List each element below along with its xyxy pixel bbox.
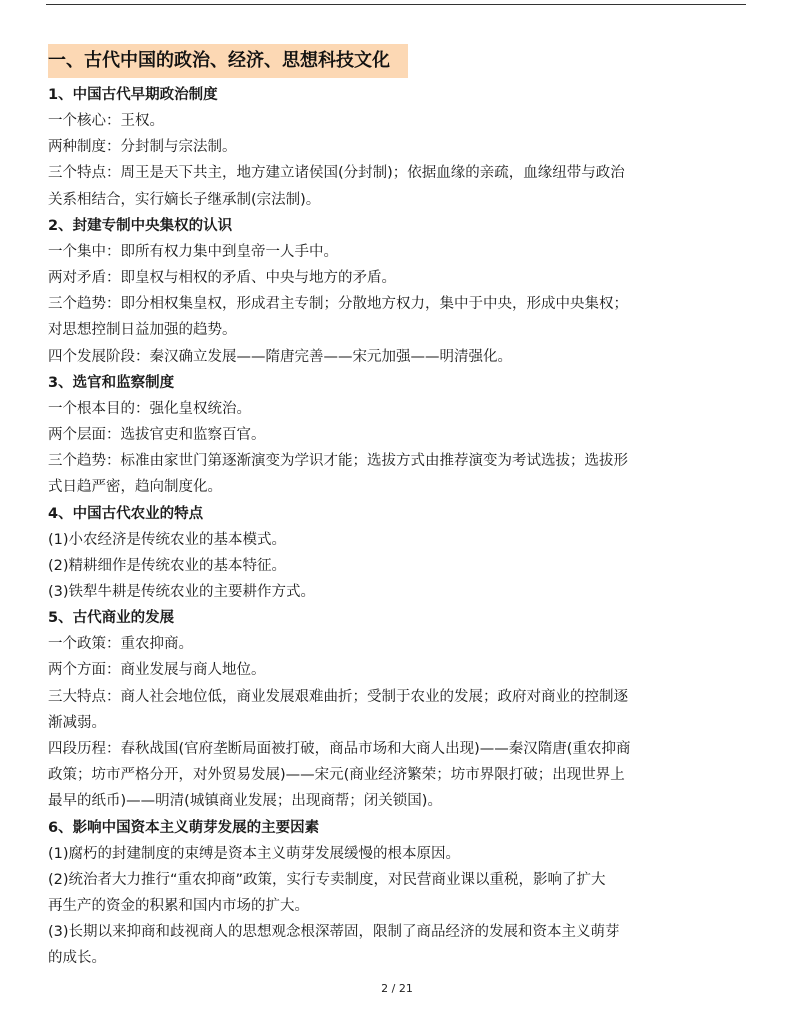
topic-title: 2、封建专制中央集权的认识 (48, 217, 233, 234)
topic-1 (48, 82, 748, 213)
text-line: 三大特点：商人社会地位低，商业发展艰难曲折；受制于农业的发展；政府对商业的控制逐 (48, 688, 628, 705)
text-line: 两个层面：选拔官吏和监察百官。 (48, 427, 266, 444)
topic-5 (48, 605, 748, 814)
topic-4 (48, 501, 748, 606)
topic-6 (48, 815, 748, 972)
text-line: 渐减弱。 (48, 714, 106, 731)
text-line: 再生产的资金的积累和国内市场的扩大。 (48, 898, 309, 915)
text-line: 式日趋严密，趋向制度化。 (48, 479, 222, 496)
text-line: (1)小农经济是传统农业的基本模式。 (48, 531, 287, 548)
topic-3 (48, 370, 748, 501)
text-line: 一个核心：王权。 (48, 113, 164, 129)
document-body (48, 44, 748, 972)
text-line: 两对矛盾：即皇权与相权的矛盾、中央与地方的矛盾。 (48, 270, 396, 287)
topic-title: 3、选官和监察制度 (48, 374, 175, 391)
text-line: 一个根本目的：强化皇权统治。 (48, 400, 251, 417)
text-line: 两个方面：商业发展与商人地位。 (48, 662, 266, 679)
text-line: (3)铁犁牛耕是传统农业的主要耕作方式。 (48, 584, 316, 601)
topic-title: 4、中国古代农业的特点 (48, 505, 204, 522)
text-line: 四段历程：春秋战国(官府垄断局面被打破，商品市场和大商人出现)——秦汉隋唐(重农抑商 (48, 741, 631, 758)
text-line: 三个趋势：标准由家世门第逐渐演变为学识才能；选拔方式由推荐演变为考试选拔；选拔形 (48, 453, 628, 470)
topic-title: 6、影响中国资本主义萌芽发展的主要因素 (48, 819, 320, 836)
text-line: 关系相结合，实行嫡长子继承制(宗法制)。 (48, 191, 321, 208)
section-header: 一、古代中国的政治、经济、思想科技文化 (48, 44, 408, 78)
text-line: 一个政策：重农抑商。 (48, 636, 193, 653)
topic-title: 5、古代商业的发展 (48, 610, 175, 627)
text-line: (3)长期以来抑商和歧视商人的思想观念根深蒂固，限制了商品经济的发展和资本主义萌芽 (48, 924, 620, 941)
topic-2 (48, 213, 748, 370)
page-number: 2 / 21 (381, 982, 413, 995)
text-line: 一个集中：即所有权力集中到皇帝一人手中。 (48, 243, 338, 260)
text-line: 两种制度：分封制与宗法制。 (48, 139, 237, 156)
text-line: 四个发展阶段：秦汉确立发展——隋唐完善——宋元加强——明清强化。 (48, 348, 512, 365)
text-line: (2)精耕细作是传统农业的基本特征。 (48, 557, 287, 574)
topic-title: 1、中国古代早期政治制度 (48, 87, 218, 103)
top-rule (46, 4, 746, 5)
text-line: 的成长。 (48, 950, 106, 967)
text-line: 三个特点：周王是天下共主，地方建立诸侯国(分封制)；依据血缘的亲疏，血缘纽带与政治 (48, 165, 625, 182)
text-line: 最早的纸币)——明清(城镇商业发展；出现商帮；闭关锁国)。 (48, 793, 442, 810)
text-line: 政策；坊市严格分开，对外贸易发展)——宋元(商业经济繁荣；坊市界限打破；出现世界上 (48, 767, 625, 784)
text-line: (1)腐朽的封建制度的束缚是资本主义萌芽发展缓慢的根本原因。 (48, 845, 461, 862)
text-line: 对思想控制日益加强的趋势。 (48, 322, 237, 339)
text-line: (2)统治者大力推行“重农抑商”政策，实行专卖制度，对民营商业课以重税，影响了扩大 (48, 871, 606, 888)
text-line: 三个趋势：即分相权集皇权，形成君主专制；分散地方权力，集中于中央，形成中央集权； (48, 296, 628, 313)
